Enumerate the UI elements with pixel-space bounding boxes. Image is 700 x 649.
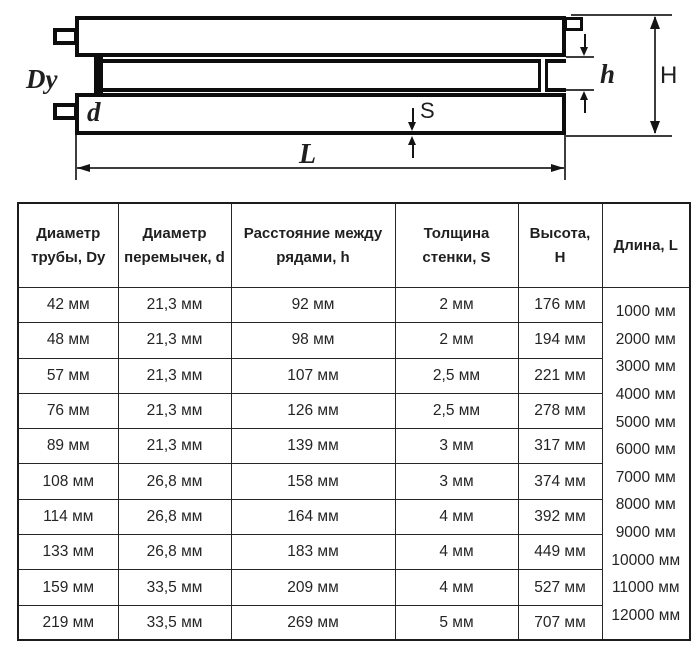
h-arrow-upper-shaft [584,34,586,47]
table-cell: 42 мм [18,288,118,323]
H-dimension-label: H [660,62,678,89]
table-cell: 126 мм [231,393,395,428]
H-arrow-up-head [650,16,660,29]
h-arrow-upper-head [580,47,588,56]
table-cell: 374 мм [518,464,602,499]
length-option: 6000 мм [615,441,676,459]
length-option: 2000 мм [615,330,676,348]
table-cell: 5 мм [395,605,518,640]
table-cell: 139 мм [231,429,395,464]
right-jumper [538,59,548,92]
table-cell: 449 мм [518,535,602,570]
h-arrow-lower-shaft [584,100,586,113]
table-cell: 2 мм [395,323,518,358]
column-header-length: Длина, L [602,203,690,288]
table-cell: 21,3 мм [118,429,231,464]
table-cell: 21,3 мм [118,288,231,323]
column-header-jumper-diameter: Диаметр перемычек, d [118,203,231,288]
table-cell: 221 мм [518,358,602,393]
table-cell: 159 мм [18,570,118,605]
bottom-pipe [75,93,566,135]
L-dimension-label: L [299,139,317,170]
length-option: 4000 мм [615,385,676,403]
S-arrow-upper-head [408,122,416,131]
S-arrow-lower-shaft [412,145,414,158]
header-row [18,203,690,288]
length-option: 5000 мм [615,413,676,431]
L-extension-left [75,135,77,180]
table-row [18,570,690,605]
table-cell: 183 мм [231,535,395,570]
L-arrow-left-head [77,164,90,172]
column-header-pipe-diameter: Диаметр трубы, Dy [18,203,118,288]
table-cell: 26,8 мм [118,464,231,499]
table-cell: 57 мм [18,358,118,393]
table-cell: 527 мм [518,570,602,605]
column-header-row-spacing: Расстояние между рядами, h [231,203,395,288]
length-option: 8000 мм [615,496,676,514]
length-option: 7000 мм [615,468,676,486]
table-cell: 707 мм [518,605,602,640]
table-cell: 176 мм [518,288,602,323]
table-row [18,288,690,323]
column-header-wall-thickness: Толщина стенки, S [395,203,518,288]
table-cell: 158 мм [231,464,395,499]
Dy-label: Dy [26,64,58,94]
table-cell: 48 мм [18,323,118,358]
h-arrow-lower-head [580,91,588,100]
H-extension-bottom [566,135,672,137]
table-row [18,358,690,393]
top-pipe [75,16,566,57]
table-row [18,393,690,428]
outlet-stub-top-right [564,17,583,31]
table-cell: 108 мм [18,464,118,499]
table-cell: 2,5 мм [395,358,518,393]
H-arrow-down-head [650,121,660,134]
table-cell: 107 мм [231,358,395,393]
h-dimension-label: h [600,59,616,89]
table-cell: 76 мм [18,393,118,428]
table-row [18,499,690,534]
table-cell: 133 мм [18,535,118,570]
S-dimension-label: S [420,98,435,123]
spec-table [17,202,691,641]
table-cell: 92 мм [231,288,395,323]
table-row [18,605,690,640]
length-options-cell [602,288,690,641]
table-cell: 209 мм [231,570,395,605]
L-dimension-line [77,167,565,169]
L-arrow-right-head [551,164,564,172]
table-cell: 4 мм [395,570,518,605]
table-row [18,464,690,499]
table-cell: 33,5 мм [118,605,231,640]
table-cell: 4 мм [395,499,518,534]
table-cell: 2,5 мм [395,393,518,428]
length-option: 3000 мм [615,358,676,376]
table-cell: 2 мм [395,288,518,323]
table-cell: 89 мм [18,429,118,464]
inlet-stub-top [53,28,78,45]
table-cell: 194 мм [518,323,602,358]
table-row [18,323,690,358]
table-cell: 98 мм [231,323,395,358]
table-cell: 3 мм [395,464,518,499]
table-cell: 26,8 мм [118,499,231,534]
length-option: 12000 мм [611,606,681,624]
table-cell: 33,5 мм [118,570,231,605]
table-cell: 278 мм [518,393,602,428]
table-cell: 317 мм [518,429,602,464]
table-cell: 26,8 мм [118,535,231,570]
H-dimension-line [654,17,656,133]
table-cell: 392 мм [518,499,602,534]
table-cell: 219 мм [18,605,118,640]
length-option: 10000 мм [611,551,681,569]
L-extension-right [564,135,566,180]
table-cell: 21,3 мм [118,358,231,393]
length-option: 1000 мм [615,303,676,321]
S-arrow-upper-shaft [412,108,414,122]
S-arrow-lower-head [408,136,416,145]
table-cell: 269 мм [231,605,395,640]
table-cell: 4 мм [395,535,518,570]
length-option: 11000 мм [611,579,680,597]
table-row [18,429,690,464]
d-label: d [87,97,101,127]
table-cell: 114 мм [18,499,118,534]
column-header-height: Высота, H [518,203,602,288]
table-cell: 21,3 мм [118,323,231,358]
length-option: 9000 мм [615,523,676,541]
table-cell: 3 мм [395,429,518,464]
inlet-stub-bottom [53,103,78,120]
h-tick-top [566,56,594,58]
table-cell: 164 мм [231,499,395,534]
left-jumper [94,56,103,94]
table-row [18,535,690,570]
middle-pipe [96,59,566,92]
table-cell: 21,3 мм [118,393,231,428]
